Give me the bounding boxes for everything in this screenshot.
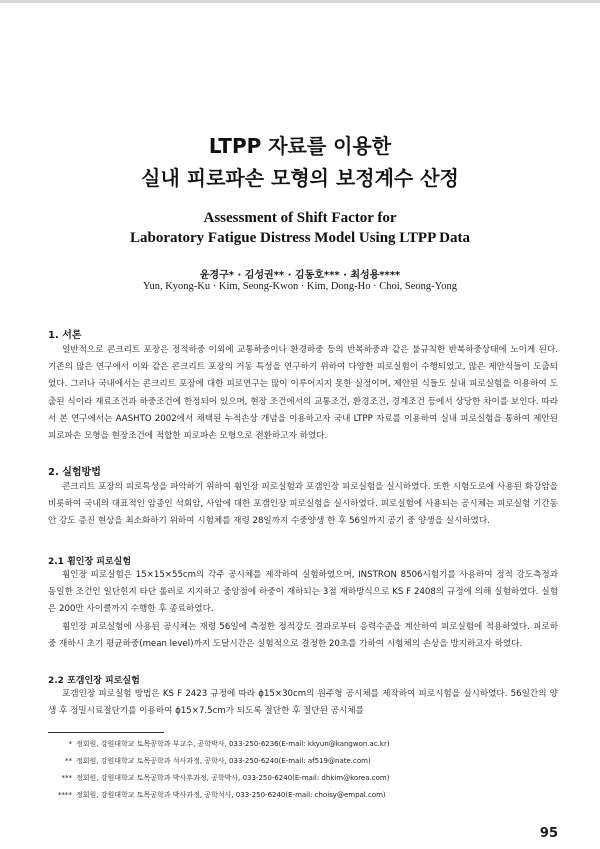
footnote-4 (58, 790, 558, 800)
section-heading-introduction: 1. 서론 (48, 330, 82, 341)
footnote-text: 정회원, 강원대학교 토목공학과 부교수, 공학박사, 033-250-6236(E-mail: kkyun@kangwon.ac.kr) (76, 740, 390, 748)
footnote-mark: *** (61, 774, 72, 782)
english-title-line-1: Assessment of Shift Factor for (203, 210, 397, 226)
footnote-rule (48, 732, 164, 733)
footnote-text: 정회원, 강원대학교 토목공학과 석사과정, 공학사, 033-250-6240(E-mail: af519@nate.com) (76, 757, 371, 765)
subsection-heading-flexural: 2.1 휨인장 피로실험 (48, 557, 132, 567)
footnote-mark: **** (58, 791, 72, 799)
korean-title-line-2: 실내 피로파손 모형의 보정계수 산정 (141, 166, 459, 190)
authors-english: Yun, Kyong-Ku · Kim, Seong-Kwon · Kim, Dong-Ho · Choi, Seong-Yong (143, 281, 457, 292)
footnote-1 (58, 739, 558, 749)
paragraph-method: 콘크리트 포장의 피로특성을 파악하기 위하여 휨인장 피로실험과 포갬인장 피로실험을 실시하였다. 또한 시험도로에 사용된 화강암을 비롯하여 국내의 대표적인 암종인 석회암, 사암에 대한 포갬인장 피로실험을 실시하였다. 피로실험에 사용되는 공시체는 피로실험 기간동안 강도 증진 현상을 최소화하기 위하여 시험체를 재령 28일까지 수중양생 한 후 56일까지 공기 중 양생을 실시하였다. (48, 482, 558, 527)
footnote-mark: * (68, 740, 72, 748)
scan-edge (0, 0, 600, 3)
section-heading-method: 2. 실험방법 (48, 467, 101, 478)
authors-korean: 윤경구* · 김성권** · 김동호*** · 최성용**** (199, 270, 401, 281)
page-number: 95 (539, 826, 558, 841)
paragraph-flexural-2: 휨인장 피로실험에 사용된 공시체는 재령 56일에 측정한 정적강도 결과로부터 응력수준을 계산하여 피로실험에 적용하였다. 피로하중 재하시 초기 평균하중(mean level)까지 도달시간은 실험적으로 결정한 20초를 가하여 시험체의 손상을 방지하고자 하였다. (48, 622, 558, 650)
footnote-3 (58, 773, 558, 783)
korean-title-line-1: LTPP 자료를 이용한 (208, 134, 392, 158)
paragraph-introduction: 일반적으로 콘크리트 포장은 정적하중 이외에 교통하중이나 환경하중 등의 반복하중과 같은 불규칙한 반복하중상태에 노이게 된다. 기존의 많은 연구에서 이와 같은 콘크리트 포장의 거동 특성을 연구하기 위하여 다양한 피로실험이 수행되었고, 많은 제안식들이 도출되었다. 그러나 국내에서는 콘크리트 포장에 대한 피로연구는 많이 이루어지지 못한 실정이며, 제안된 식들도 실내 피로실험을 이용하여 도출된 식이라 재료조건과 하중조건에 한정되어 있으며, 현장 조건에서의 교통조건, 환경조건, 경계조건 등에서 상당한 차이를 보인다. 따라서 본 연구에서는 AASHTO 2002에서 채택된 누적손상 개념을 이용하고자 국내 LTPP 자료를 이용하여 실내 피로실험을 통하여 제안된 피로파손 모형을 현장조건에 적합한 피로파손 모형으로 전환하고자 하였다. (48, 345, 558, 442)
paragraph-flexural-1: 휨인장 피로실험은 15×15×55cm의 각주 공시체를 제작하여 실험하였으며, INSTRON 8506시험기를 사용하여 정적 강도측정과 동일한 조건인 일단힌지 타단 롤러로 지지하고 중앙점에 하중이 재하되는 3점 재하방식으로 KS F 2408의 규정에 의해 실험하였다. 실험은 200만 사이클까지 수행한 후 종료하였다. (48, 570, 558, 615)
english-title-line-2: Laboratory Fatigue Distress Model Using LTPP Data (130, 230, 470, 246)
paragraph-split: 포갬인장 피로실험 방법은 KS F 2423 규정에 따라 ϕ15×30cm의 원주형 공시체를 제작하여 피로시험을 실시하였다. 56일간의 양생 후 정밀시료절단기를 이용하여 ϕ15×7.5cm가 되도록 절단한 후 절단된 공시체를 (48, 689, 558, 717)
subsection-heading-split: 2.2 포갬인장 피로실험 (48, 676, 140, 686)
footnote-mark: ** (65, 757, 72, 765)
footnote-text: 정회원, 강원대학교 토목공학과 박사과정, 공학석사, 033-250-6240(E-mail: choisy@empal.com) (76, 791, 386, 799)
footnote-text: 정회원, 강원대학교 토목공학과 박사후과정, 공학박사, 033-250-6240(E-mail: dhkim@korea.com) (76, 774, 390, 782)
footnote-2 (58, 756, 558, 766)
